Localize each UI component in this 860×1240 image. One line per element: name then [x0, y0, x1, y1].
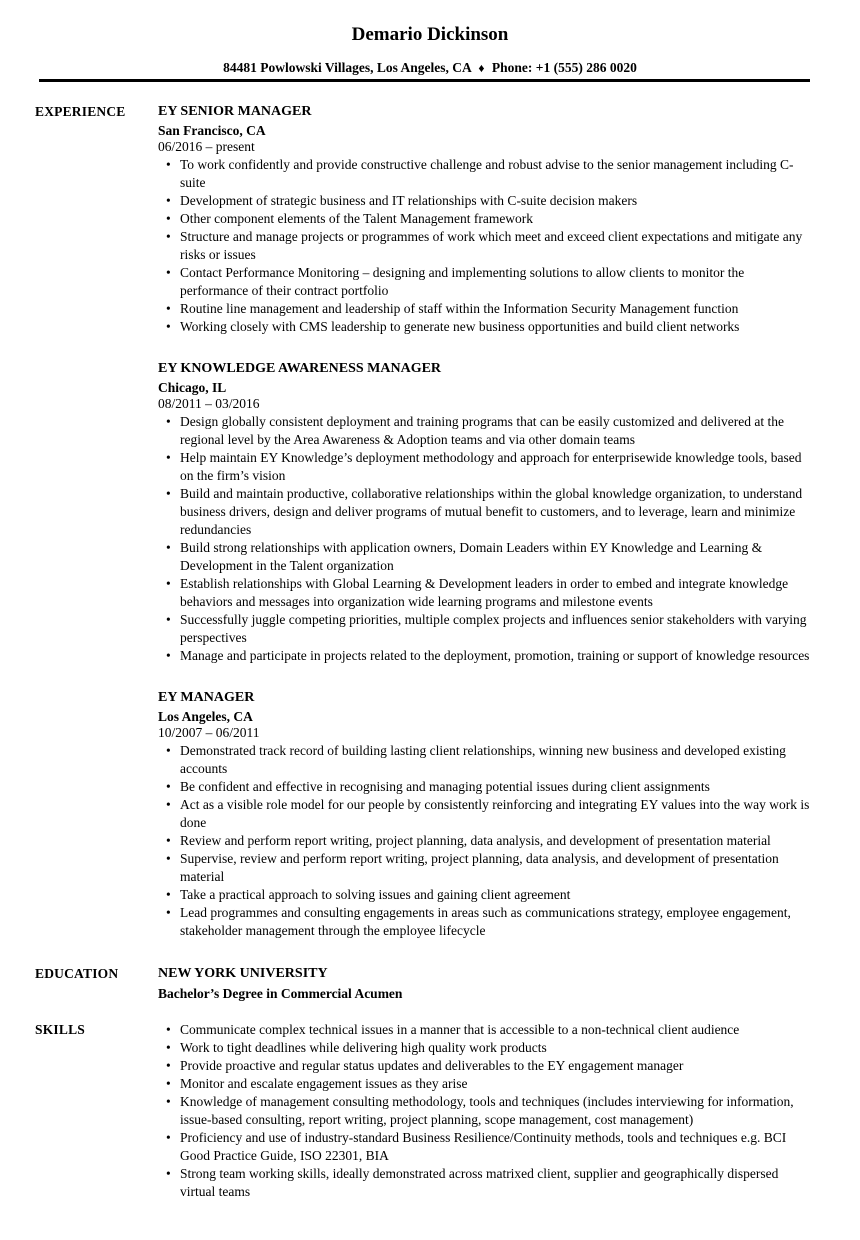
bullet-item: • Supervise, review and perform report writing, project planning, data analysis, and development of presentation material [158, 850, 812, 886]
education-content [158, 965, 812, 1003]
bullet-item: • Successfully juggle competing priorities, multiple complex projects and influences senior stakeholders with varying perspectives [158, 611, 812, 647]
bullet-item: • Demonstrated track record of building lasting client relationships, winning new business and developed existing accounts [158, 742, 812, 778]
bullet-item: • Other component elements of the Talent Management framework [158, 210, 812, 228]
job-title: EY SENIOR MANAGER [158, 104, 312, 119]
job-dates: 06/2016 – present [158, 139, 255, 154]
job-bullet-list [158, 742, 812, 940]
bullet-item: • Provide proactive and regular status updates and deliverables to the EY engagement manager [158, 1057, 812, 1075]
section-label-experience: EXPERIENCE [35, 104, 126, 119]
bullet-item: • Build and maintain productive, collaborative relationships within the global knowledge organization, to understand business drivers, design and deliver programs of mutual benefit to customers, and to leverage, learn and minimize redundancies [158, 485, 812, 539]
diamond-separator-icon: ♦ [478, 61, 485, 75]
experience-content [158, 103, 812, 940]
job-location: Los Angeles, CA [158, 709, 253, 724]
bullet-item: • Proficiency and use of industry-standard Business Resilience/Continuity methods, tools and techniques e.g. BCI Good Practice Guide, ISO 22301, BIA [158, 1129, 812, 1165]
bullet-item: • Development of strategic business and IT relationships with C-suite decision makers [158, 192, 812, 210]
bullet-item: • Help maintain EY Knowledge’s deployment methodology and approach for enterprisewide knowledge tools, based on the firm’s vision [158, 449, 812, 485]
bullet-item: • Take a practical approach to solving issues and gaining client agreement [158, 886, 812, 904]
resume-body [0, 82, 860, 1201]
bullet-item: • Monitor and escalate engagement issues as they arise [158, 1075, 812, 1093]
bullet-item: • Strong team working skills, ideally demonstrated across matrixed client, supplier and geographically dispersed virtual teams [158, 1165, 812, 1201]
bullet-item: • Work to tight deadlines while delivering high quality work products [158, 1039, 812, 1057]
contact-line [0, 60, 860, 76]
experience-job [158, 689, 812, 940]
job-location: San Francisco, CA [158, 123, 266, 138]
education-school: NEW YORK UNIVERSITY [158, 966, 328, 981]
section-label-skills: SKILLS [35, 1022, 85, 1037]
section-education [35, 965, 812, 1003]
section-skills [35, 1021, 812, 1201]
job-dates: 10/2007 – 06/2011 [158, 725, 260, 740]
job-title: EY MANAGER [158, 690, 255, 705]
bullet-item: • Review and perform report writing, project planning, data analysis, and development of presentation material [158, 832, 812, 850]
job-bullet-list [158, 156, 812, 336]
bullet-item: • To work confidently and provide constructive challenge and robust advise to the senior management including C-suite [158, 156, 812, 192]
bullet-item: • Routine line management and leadership of staff within the Information Security Management function [158, 300, 812, 318]
section-experience [35, 103, 812, 940]
job-location: Chicago, IL [158, 380, 227, 395]
bullet-item: • Communicate complex technical issues in a manner that is accessible to a non-technical client audience [158, 1021, 812, 1039]
resume-header [0, 24, 860, 82]
job-bullet-list [158, 413, 812, 665]
experience-job [158, 103, 812, 336]
bullet-item: • Knowledge of management consulting methodology, tools and techniques (includes interviewing for information, issue-based consulting, report writing, project planning, scope management, cost management) [158, 1093, 812, 1129]
job-dates: 08/2011 – 03/2016 [158, 396, 260, 411]
contact-address: 84481 Powlowski Villages, Los Angeles, CA [223, 60, 472, 75]
section-label-education: EDUCATION [35, 966, 119, 981]
bullet-item: • Contact Performance Monitoring – designing and implementing solutions to allow clients to monitor the performance of their contract portfolio [158, 264, 812, 300]
education-degree: Bachelor’s Degree in Commercial Acumen [158, 986, 403, 1001]
skills-content [158, 1021, 812, 1201]
skills-list [158, 1021, 812, 1201]
bullet-item: • Manage and participate in projects related to the deployment, promotion, training or support of knowledge resources [158, 647, 812, 665]
bullet-item: • Build strong relationships with application owners, Domain Leaders within EY Knowledge and Learning & Development in the Talent organization [158, 539, 812, 575]
bullet-item: • Establish relationships with Global Learning & Development leaders in order to embed and integrate knowledge behaviors and messages into organization wide learning programs and milestone events [158, 575, 812, 611]
bullet-item: • Be confident and effective in recognising and managing potential issues during client assignments [158, 778, 812, 796]
bullet-item: • Lead programmes and consulting engagements in areas such as communications strategy, employee engagement, stakeholder management through the employee lifecycle [158, 904, 812, 940]
experience-job [158, 360, 812, 665]
bullet-item: • Structure and manage projects or programmes of work which meet and exceed client expectations and mitigate any risks or issues [158, 228, 812, 264]
bullet-item: • Design globally consistent deployment and training programs that can be easily customized and delivered at the regional level by the Area Awareness & Adoption teams and via other domain teams [158, 413, 812, 449]
bullet-item: • Act as a visible role model for our people by consistently reinforcing and integrating EY values into the way work is done [158, 796, 812, 832]
job-title: EY KNOWLEDGE AWARENESS MANAGER [158, 361, 442, 376]
person-name: Demario Dickinson [351, 24, 509, 45]
contact-phone: Phone: +1 (555) 286 0020 [491, 60, 637, 75]
bullet-item: • Working closely with CMS leadership to generate new business opportunities and build client networks [158, 318, 812, 336]
